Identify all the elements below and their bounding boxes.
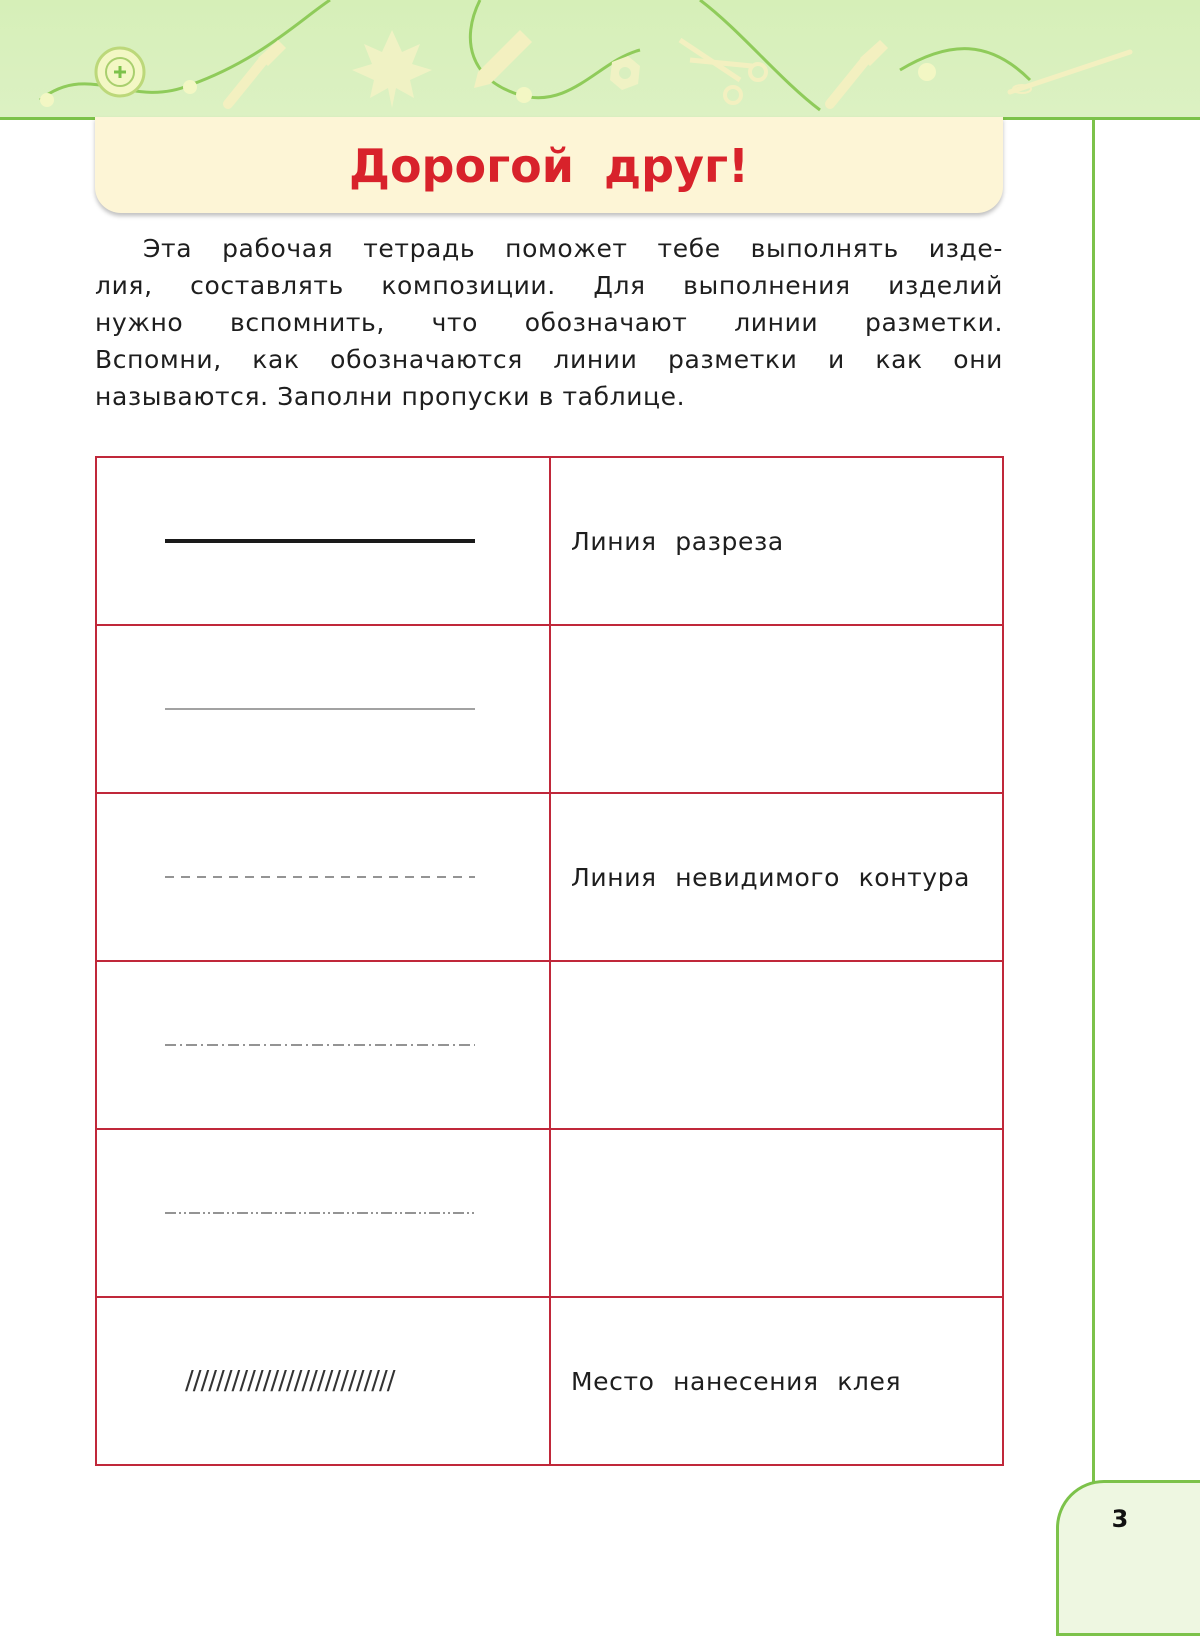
- intro-line: Эта рабочая тетрадь поможет тебе выполнять изде-: [143, 234, 1003, 263]
- table-row: [96, 1297, 1003, 1465]
- line-sample-cell: [96, 625, 550, 793]
- crafts-ornament: [0, 0, 1200, 117]
- dash-double-dot-line: [165, 1208, 475, 1218]
- nut-icon: [610, 56, 640, 90]
- line-name-cell[interactable]: Линия разреза: [550, 457, 1003, 625]
- maple-leaf-icon: [352, 30, 432, 108]
- hatched-glue-area: ///////////////////////////: [185, 1366, 395, 1396]
- page-title: Дорогой друг!: [348, 139, 750, 193]
- pencil-icon: [474, 30, 532, 88]
- brush-icon: [830, 40, 888, 104]
- table-row: [96, 961, 1003, 1129]
- table-row: [96, 457, 1003, 625]
- line-name-cell[interactable]: [550, 961, 1003, 1129]
- line-name-cell[interactable]: [550, 1129, 1003, 1297]
- intro-line: называются. Заполни пропуски в таблице.: [95, 382, 686, 411]
- intro-line: Вспомни, как обозначаются линии разметки и как они: [95, 345, 1003, 374]
- page-number: 3: [1111, 1505, 1129, 1533]
- line-sample-cell: [96, 1297, 550, 1465]
- dash-dot-line: [165, 1040, 475, 1050]
- line-sample-cell: [96, 793, 550, 961]
- intro-paragraph: [95, 230, 1003, 415]
- line-sample-cell: [96, 1129, 550, 1297]
- needle-icon: [1010, 52, 1130, 93]
- dashed-line: [165, 872, 475, 882]
- line-name-cell[interactable]: Место нанесения клея: [550, 1297, 1003, 1465]
- table-row: [96, 1129, 1003, 1297]
- line-name-cell[interactable]: Линия невидимого контура: [550, 793, 1003, 961]
- intro-line: лия, составлять композиции. Для выполнения изделий: [95, 271, 1003, 300]
- page-corner-tab: [1056, 1480, 1200, 1636]
- line-sample-cell: [96, 457, 550, 625]
- button-icon: [96, 48, 144, 96]
- solid-thin-line: [165, 704, 475, 714]
- marking-lines-table: [95, 456, 1004, 1466]
- page-margin-line: [1092, 117, 1095, 1482]
- decorative-header-band: [0, 0, 1200, 120]
- line-name-cell[interactable]: [550, 625, 1003, 793]
- solid-thick-line: [165, 536, 475, 546]
- title-banner: [95, 117, 1003, 213]
- table-row: [96, 625, 1003, 793]
- intro-line: нужно вспомнить, что обозначают линии разметки.: [95, 308, 1003, 337]
- line-sample-cell: [96, 961, 550, 1129]
- table-row: [96, 793, 1003, 961]
- brush-icon: [228, 40, 286, 104]
